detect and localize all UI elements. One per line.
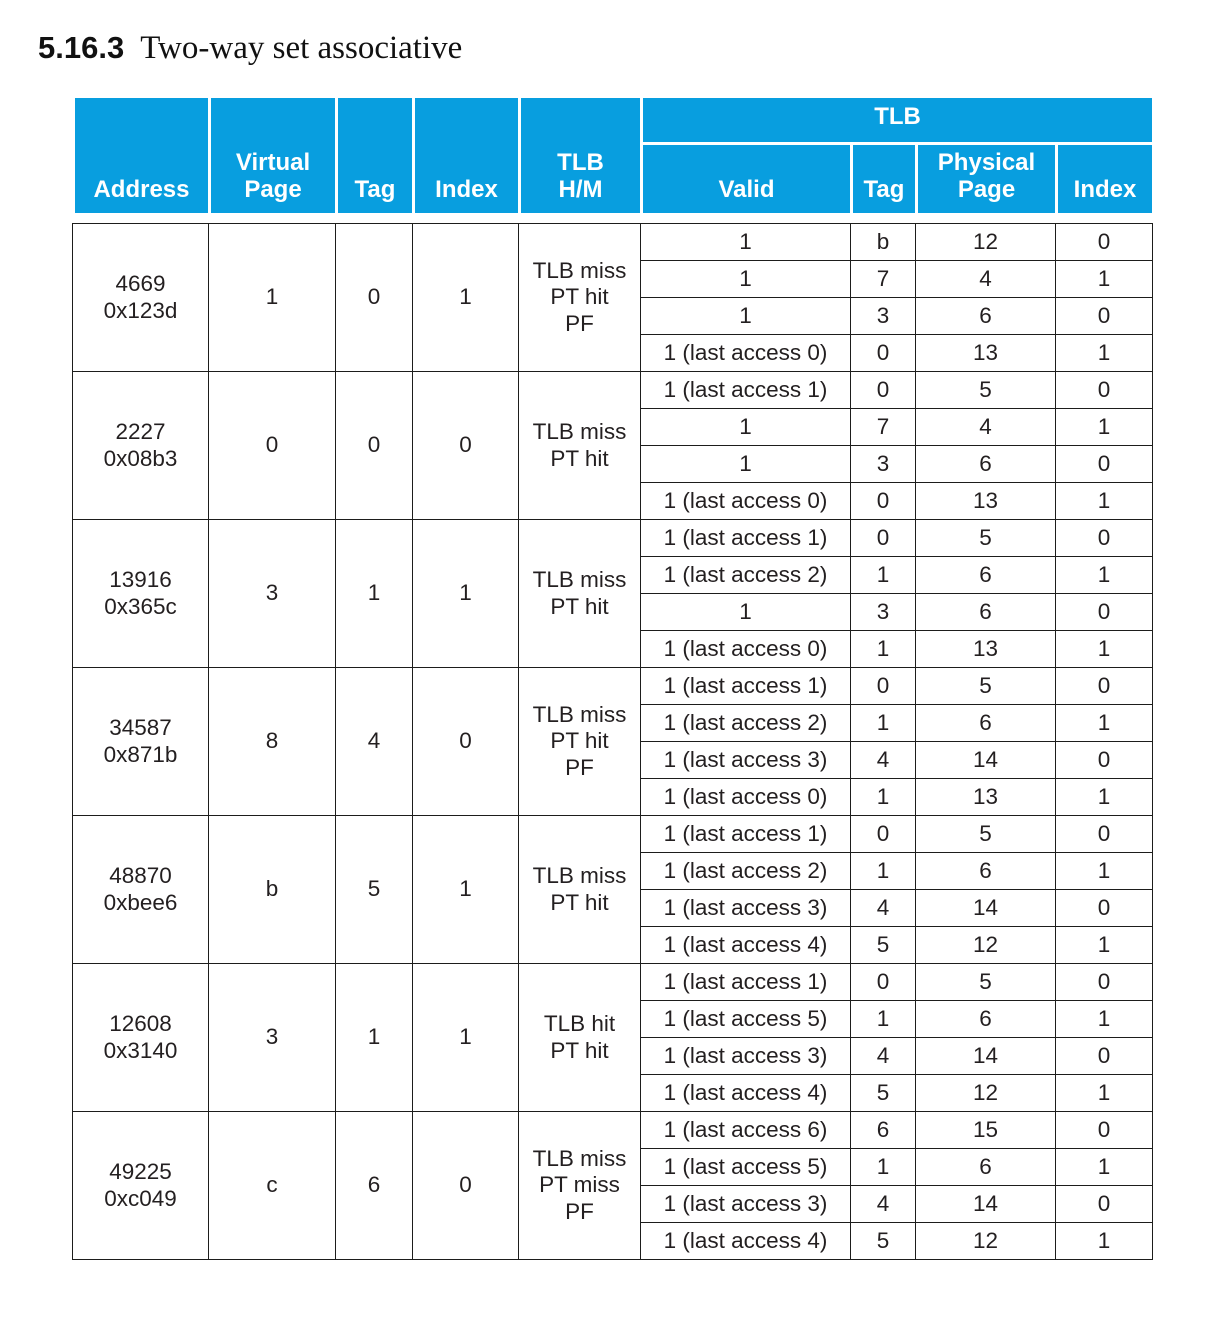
tlb-tag-cell: 0 — [851, 816, 916, 853]
tlb-physical-page-cell: 6 — [916, 705, 1056, 742]
tag-cell: 1 — [336, 520, 413, 668]
tag-cell: 5 — [336, 816, 413, 964]
tlb-row — [73, 668, 1153, 705]
tlb-index-cell: 0 — [1056, 224, 1153, 261]
tlb-valid-cell: 1 (last access 1) — [641, 964, 851, 1001]
tlb-physical-page-cell: 12 — [916, 927, 1056, 964]
tag-cell: 1 — [336, 964, 413, 1112]
tlb-hm-line: TLB miss — [532, 1145, 627, 1171]
tlb-row — [73, 1112, 1153, 1149]
header-line: Page — [957, 176, 1016, 204]
index-cell: 0 — [413, 372, 519, 520]
address-hex: 0xc049 — [104, 1185, 177, 1211]
tlb-valid-cell: 1 — [641, 446, 851, 483]
tag-cell: 0 — [336, 372, 413, 520]
tlb-valid-cell: 1 (last access 5) — [641, 1001, 851, 1038]
index-cell: 1 — [413, 224, 519, 372]
tlb-tag-cell: 1 — [851, 631, 916, 668]
tlb-hm-cell — [519, 1112, 641, 1260]
tlb-table — [72, 95, 1152, 1260]
tlb-physical-page-cell: 15 — [916, 1112, 1056, 1149]
tlb-hm-line: TLB hit — [543, 1010, 616, 1036]
tlb-tag-cell: 0 — [851, 668, 916, 705]
tlb-index-cell: 1 — [1056, 409, 1153, 446]
tlb-valid-cell: 1 (last access 2) — [641, 853, 851, 890]
tlb-physical-page-cell: 5 — [916, 668, 1056, 705]
tlb-valid-cell: 1 (last access 1) — [641, 372, 851, 409]
address-cell — [73, 964, 209, 1112]
address-decimal: 34587 — [109, 714, 172, 740]
tlb-valid-cell: 1 (last access 6) — [641, 1112, 851, 1149]
tlb-tag-cell: 0 — [851, 964, 916, 1001]
virtual-page-cell: b — [209, 816, 336, 964]
tlb-row — [73, 372, 1153, 409]
tlb-tag-cell: 1 — [851, 1149, 916, 1186]
header-line: Virtual — [235, 149, 311, 177]
tlb-tag-cell: 5 — [851, 1223, 916, 1260]
index-cell: 0 — [413, 668, 519, 816]
tlb-index-cell: 1 — [1056, 927, 1153, 964]
header-line: TLB — [557, 149, 604, 177]
address-cell — [73, 668, 209, 816]
tlb-index-cell: 1 — [1056, 557, 1153, 594]
tlb-tag-cell: 0 — [851, 335, 916, 372]
tlb-valid-cell: 1 (last access 2) — [641, 705, 851, 742]
tlb-tag-cell: 1 — [851, 557, 916, 594]
tlb-index-cell: 1 — [1056, 853, 1153, 890]
tlb-physical-page-cell: 6 — [916, 557, 1056, 594]
tlb-row — [73, 964, 1153, 1001]
tlb-index-cell: 0 — [1056, 1112, 1153, 1149]
tlb-tag-cell: 5 — [851, 927, 916, 964]
index-cell: 1 — [413, 520, 519, 668]
tlb-tag-cell: 3 — [851, 298, 916, 335]
tlb-tag-cell: 0 — [851, 483, 916, 520]
virtual-page-cell: 0 — [209, 372, 336, 520]
tlb-valid-cell: 1 (last access 3) — [641, 890, 851, 927]
tlb-tag-cell: 6 — [851, 1112, 916, 1149]
address-hex: 0x365c — [104, 593, 177, 619]
tlb-valid-cell: 1 (last access 3) — [641, 742, 851, 779]
tlb-index-cell: 0 — [1056, 964, 1153, 1001]
tlb-index-cell: 0 — [1056, 372, 1153, 409]
tlb-hm-cell — [519, 520, 641, 668]
tlb-valid-cell: 1 (last access 1) — [641, 520, 851, 557]
section-name: Two-way set associative — [140, 30, 463, 66]
tlb-index-cell: 0 — [1056, 890, 1153, 927]
tlb-physical-page-cell: 13 — [916, 335, 1056, 372]
tlb-tag-cell: 3 — [851, 594, 916, 631]
tlb-physical-page-cell: 12 — [916, 1223, 1056, 1260]
tlb-hm-line: PT hit — [550, 728, 609, 754]
tlb-physical-page-cell: 5 — [916, 816, 1056, 853]
tlb-valid-cell: 1 (last access 2) — [641, 557, 851, 594]
tlb-hm-line: TLB miss — [532, 701, 627, 727]
index-cell: 1 — [413, 964, 519, 1112]
tlb-tag-cell: 0 — [851, 520, 916, 557]
tlb-physical-page-cell: 6 — [916, 1001, 1056, 1038]
col-header-tlb-index: Index — [1057, 144, 1154, 215]
tlb-valid-cell: 1 — [641, 594, 851, 631]
tlb-hm-line: TLB miss — [532, 566, 627, 592]
address-hex: 0x123d — [103, 297, 178, 323]
address-decimal: 13916 — [109, 566, 172, 592]
tlb-physical-page-cell: 14 — [916, 890, 1056, 927]
tlb-tag-cell: 1 — [851, 1001, 916, 1038]
tag-cell: 4 — [336, 668, 413, 816]
address-cell — [73, 520, 209, 668]
tlb-row — [73, 224, 1153, 261]
tlb-row — [73, 520, 1153, 557]
tlb-index-cell: 1 — [1056, 335, 1153, 372]
tlb-hm-line: PT hit — [550, 889, 609, 915]
tlb-physical-page-cell: 14 — [916, 742, 1056, 779]
tlb-hm-cell — [519, 668, 641, 816]
tag-cell: 0 — [336, 224, 413, 372]
address-cell — [73, 1112, 209, 1260]
tlb-physical-page-cell: 6 — [916, 298, 1056, 335]
tlb-index-cell: 0 — [1056, 1038, 1153, 1075]
tlb-valid-cell: 1 — [641, 298, 851, 335]
header-table — [72, 95, 1155, 216]
virtual-page-cell: c — [209, 1112, 336, 1260]
col-header-address: Address — [74, 97, 210, 215]
tlb-hm-line: PT hit — [550, 284, 609, 310]
tlb-index-cell: 1 — [1056, 261, 1153, 298]
virtual-page-cell: 8 — [209, 668, 336, 816]
tlb-valid-cell: 1 — [641, 224, 851, 261]
address-cell — [73, 224, 209, 372]
tlb-physical-page-cell: 6 — [916, 594, 1056, 631]
tlb-hm-line: PF — [565, 754, 594, 780]
tlb-valid-cell: 1 (last access 0) — [641, 335, 851, 372]
tlb-physical-page-cell: 13 — [916, 631, 1056, 668]
tlb-tag-cell: 1 — [851, 705, 916, 742]
tlb-hm-cell — [519, 816, 641, 964]
tlb-hm-line: PT hit — [550, 1037, 609, 1063]
tlb-tag-cell: 0 — [851, 372, 916, 409]
tlb-hm-line: TLB miss — [532, 418, 627, 444]
virtual-page-cell: 3 — [209, 964, 336, 1112]
tlb-tag-cell: 4 — [851, 1186, 916, 1223]
tlb-tag-cell: 4 — [851, 890, 916, 927]
index-cell: 0 — [413, 1112, 519, 1260]
address-hex: 0x08b3 — [103, 445, 178, 471]
tlb-hm-line: TLB miss — [532, 862, 627, 888]
address-cell — [73, 372, 209, 520]
tlb-index-cell: 1 — [1056, 705, 1153, 742]
tlb-hm-cell — [519, 964, 641, 1112]
tlb-index-cell: 1 — [1056, 1001, 1153, 1038]
tag-cell: 6 — [336, 1112, 413, 1260]
tlb-index-cell: 0 — [1056, 298, 1153, 335]
tlb-physical-page-cell: 12 — [916, 224, 1056, 261]
tlb-index-cell: 0 — [1056, 742, 1153, 779]
tlb-valid-cell: 1 (last access 0) — [641, 779, 851, 816]
col-header-tag: Tag — [337, 97, 414, 215]
tlb-physical-page-cell: 12 — [916, 1075, 1056, 1112]
virtual-page-cell: 1 — [209, 224, 336, 372]
col-header-tlb-hm — [520, 97, 642, 215]
tlb-physical-page-cell: 13 — [916, 779, 1056, 816]
address-cell — [73, 816, 209, 964]
address-decimal: 4669 — [115, 270, 166, 296]
address-hex: 0x3140 — [103, 1037, 178, 1063]
tlb-tag-cell: 7 — [851, 261, 916, 298]
tlb-index-cell: 1 — [1056, 779, 1153, 816]
address-decimal: 2227 — [115, 418, 166, 444]
address-decimal: 12608 — [109, 1010, 172, 1036]
col-header-tlb-group: TLB — [642, 97, 1154, 144]
tlb-index-cell: 1 — [1056, 1075, 1153, 1112]
tlb-hm-cell — [519, 224, 641, 372]
tlb-valid-cell: 1 (last access 3) — [641, 1186, 851, 1223]
col-header-physical-page — [917, 144, 1057, 215]
tlb-row — [73, 816, 1153, 853]
tlb-hm-cell — [519, 372, 641, 520]
tlb-index-cell: 1 — [1056, 483, 1153, 520]
tlb-valid-cell: 1 (last access 4) — [641, 1075, 851, 1112]
tlb-physical-page-cell: 6 — [916, 853, 1056, 890]
tlb-tag-cell: 5 — [851, 1075, 916, 1112]
tlb-valid-cell: 1 (last access 3) — [641, 1038, 851, 1075]
tlb-valid-cell: 1 (last access 5) — [641, 1149, 851, 1186]
header-line: Page — [244, 176, 302, 204]
tlb-hm-line: PT hit — [550, 445, 609, 471]
tlb-physical-page-cell: 6 — [916, 1149, 1056, 1186]
tlb-tag-cell: 1 — [851, 779, 916, 816]
tlb-physical-page-cell: 14 — [916, 1186, 1056, 1223]
tlb-hm-line: PF — [565, 1198, 594, 1224]
tlb-index-cell: 0 — [1056, 816, 1153, 853]
header-line: H/M — [558, 176, 603, 204]
header-line: Physical — [937, 149, 1036, 177]
tlb-tag-cell: 1 — [851, 853, 916, 890]
address-decimal: 48870 — [109, 862, 172, 888]
tlb-physical-page-cell: 5 — [916, 964, 1056, 1001]
col-header-virtual-page — [210, 97, 337, 215]
tlb-physical-page-cell: 4 — [916, 261, 1056, 298]
col-header-tlb-tag: Tag — [852, 144, 917, 215]
tlb-physical-page-cell: 5 — [916, 520, 1056, 557]
tlb-valid-cell: 1 (last access 0) — [641, 483, 851, 520]
tlb-valid-cell: 1 (last access 0) — [641, 631, 851, 668]
section-number: 5.16.3 — [38, 30, 125, 65]
tlb-hm-line: PF — [565, 310, 594, 336]
tlb-valid-cell: 1 (last access 4) — [641, 1223, 851, 1260]
tlb-physical-page-cell: 5 — [916, 372, 1056, 409]
tlb-physical-page-cell: 6 — [916, 446, 1056, 483]
data-table — [72, 223, 1153, 1260]
address-decimal: 49225 — [109, 1158, 172, 1184]
tlb-index-cell: 1 — [1056, 1223, 1153, 1260]
tlb-tag-cell: 4 — [851, 742, 916, 779]
tlb-valid-cell: 1 (last access 1) — [641, 668, 851, 705]
tlb-physical-page-cell: 13 — [916, 483, 1056, 520]
col-header-index: Index — [414, 97, 520, 215]
section-title — [38, 30, 462, 67]
tlb-index-cell: 0 — [1056, 668, 1153, 705]
tlb-tag-cell: 3 — [851, 446, 916, 483]
col-header-valid: Valid — [642, 144, 852, 215]
tlb-index-cell: 1 — [1056, 631, 1153, 668]
address-hex: 0x871b — [103, 741, 178, 767]
tlb-hm-line: PT miss — [539, 1172, 620, 1198]
tlb-index-cell: 0 — [1056, 1186, 1153, 1223]
index-cell: 1 — [413, 816, 519, 964]
tlb-valid-cell: 1 — [641, 409, 851, 446]
tlb-valid-cell: 1 (last access 4) — [641, 927, 851, 964]
tlb-tag-cell: 4 — [851, 1038, 916, 1075]
tlb-index-cell: 0 — [1056, 594, 1153, 631]
tlb-valid-cell: 1 — [641, 261, 851, 298]
tlb-index-cell: 0 — [1056, 520, 1153, 557]
table-body — [73, 224, 1153, 1260]
tlb-tag-cell: b — [851, 224, 916, 261]
virtual-page-cell: 3 — [209, 520, 336, 668]
tlb-index-cell: 0 — [1056, 446, 1153, 483]
tlb-valid-cell: 1 (last access 1) — [641, 816, 851, 853]
tlb-tag-cell: 7 — [851, 409, 916, 446]
tlb-hm-line: TLB miss — [532, 257, 627, 283]
tlb-physical-page-cell: 4 — [916, 409, 1056, 446]
address-hex: 0xbee6 — [103, 889, 178, 915]
tlb-physical-page-cell: 14 — [916, 1038, 1056, 1075]
tlb-hm-line: PT hit — [550, 593, 609, 619]
tlb-index-cell: 1 — [1056, 1149, 1153, 1186]
